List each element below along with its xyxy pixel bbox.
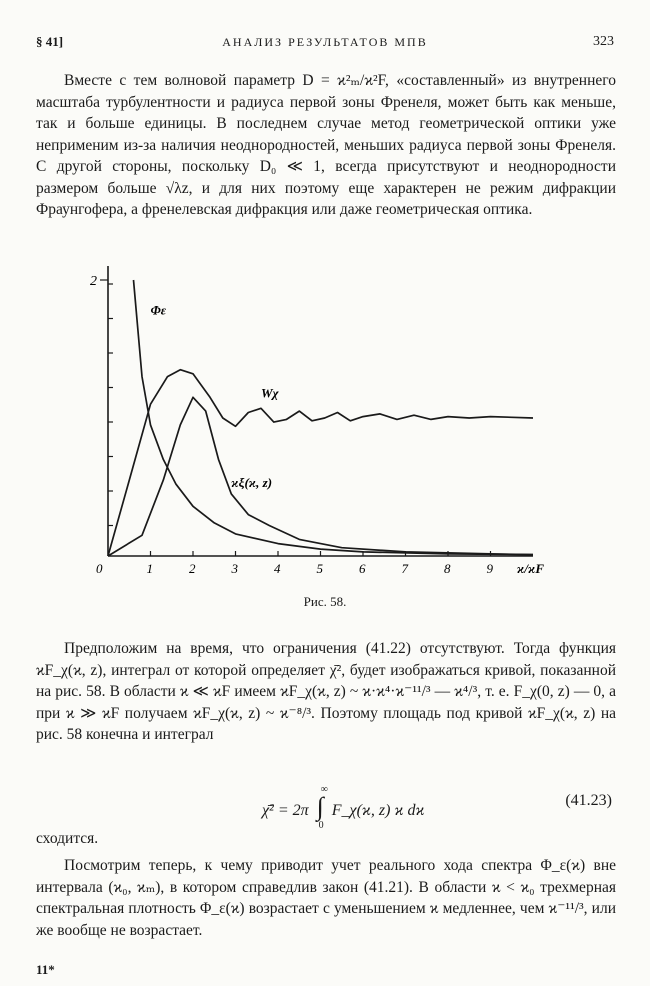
- integral-sign: ∫ ∞ 0: [316, 784, 328, 831]
- x-tick-label: 1: [146, 561, 153, 576]
- paragraph-converges: сходится.: [36, 830, 99, 847]
- figure-58: [80, 262, 570, 592]
- x-tick-label: 0: [96, 561, 103, 576]
- x-tick-label: 6: [359, 561, 366, 576]
- series-line: [108, 370, 533, 556]
- paragraph-assume: Предположим на время, что ограничения (41.22) отсутствуют. Тогда функция ϰF_χ(ϰ, z), интеграл от которой определяет χ̄², будет изображаться кривой, показанной на рис. 58. В области ϰ ≪ ϰF имеем ϰF_χ(ϰ, z) ~ ϰ·ϰ⁴·ϰ⁻¹¹/³ — ϰ⁴/³, т. е. F_χ(0, z) — 0, а при ϰ ≫ ϰF получаем ϰF_χ(ϰ, z) ~ ϰ⁻⁸/³. Поэтому площадь под кривой ϰF_χ(ϰ, z) на рис. 58 конечна и интеграл: [36, 640, 616, 743]
- section-number: § 41]: [36, 34, 64, 49]
- x-tick-label: 7: [401, 561, 408, 576]
- x-tick-label: 8: [444, 561, 451, 576]
- x-tick-label: 5: [316, 561, 323, 576]
- lower-limit: 0: [318, 820, 324, 831]
- equation-number: (41.23): [565, 792, 612, 809]
- signature-mark: 11*: [36, 962, 55, 977]
- equation-41-23: [36, 784, 616, 831]
- equation-lhs: χ̄² = 2π: [262, 802, 309, 819]
- x-tick-label: 2: [189, 561, 196, 576]
- upper-limit: ∞: [320, 784, 328, 795]
- series-label: Φε: [150, 302, 167, 318]
- equation-formula: [262, 784, 425, 831]
- paragraph-intro: Вместе с тем волновой параметр D = ϰ²ₘ/ϰ²F, «составленный» из внутреннего масштаба турбулентности и радиуса первой зоны Френеля, может быть как меньше, так и больше единицы. В последнем случае метод геометрической оптики уже неприменим из-за наличия неоднородностей, меньших радиуса первой зоны Френеля. С другой стороны, поскольку D₀ ≪ 1, всегда присутствуют и неоднородности размером больше √λz, и для них поэтому еще характерен не режим дифракции Фраунгофера, а френелевская дифракция или даже геометрическая оптика.: [36, 72, 616, 218]
- equation-integrand: F_χ(ϰ, z) ϰ dϰ: [331, 802, 425, 819]
- page-number: 323: [593, 34, 614, 49]
- x-tick-label: 9: [486, 561, 493, 576]
- running-header: [36, 34, 614, 54]
- chart-svg: [80, 262, 570, 592]
- x-axis-label: ϰ/ϰF: [517, 561, 544, 576]
- y-tick-label: 2: [90, 274, 97, 289]
- series-label: ϰξ(ϰ, z): [231, 475, 273, 490]
- header-title: АНАЛИЗ РЕЗУЛЬТАТОВ МПВ: [222, 35, 428, 49]
- x-tick-label: 4: [274, 561, 281, 576]
- series-label: Wχ: [261, 385, 279, 401]
- figure-caption: Рис. 58.: [303, 594, 347, 609]
- paragraph-spectrum: Посмотрим теперь, к чему приводит учет реального хода спектра Φ_ε(ϰ) вне интервала (ϰ₀, ϰₘ), в котором справедлив закон (41.21). В области ϰ < ϰ₀ трехмерная спектральная плотность Φ_ε(ϰ) возрастает с уменьшением ϰ медленнее, чем ϰ⁻¹¹/³, или же вообще не возрастает.: [36, 857, 616, 939]
- x-tick-label: 3: [231, 561, 238, 576]
